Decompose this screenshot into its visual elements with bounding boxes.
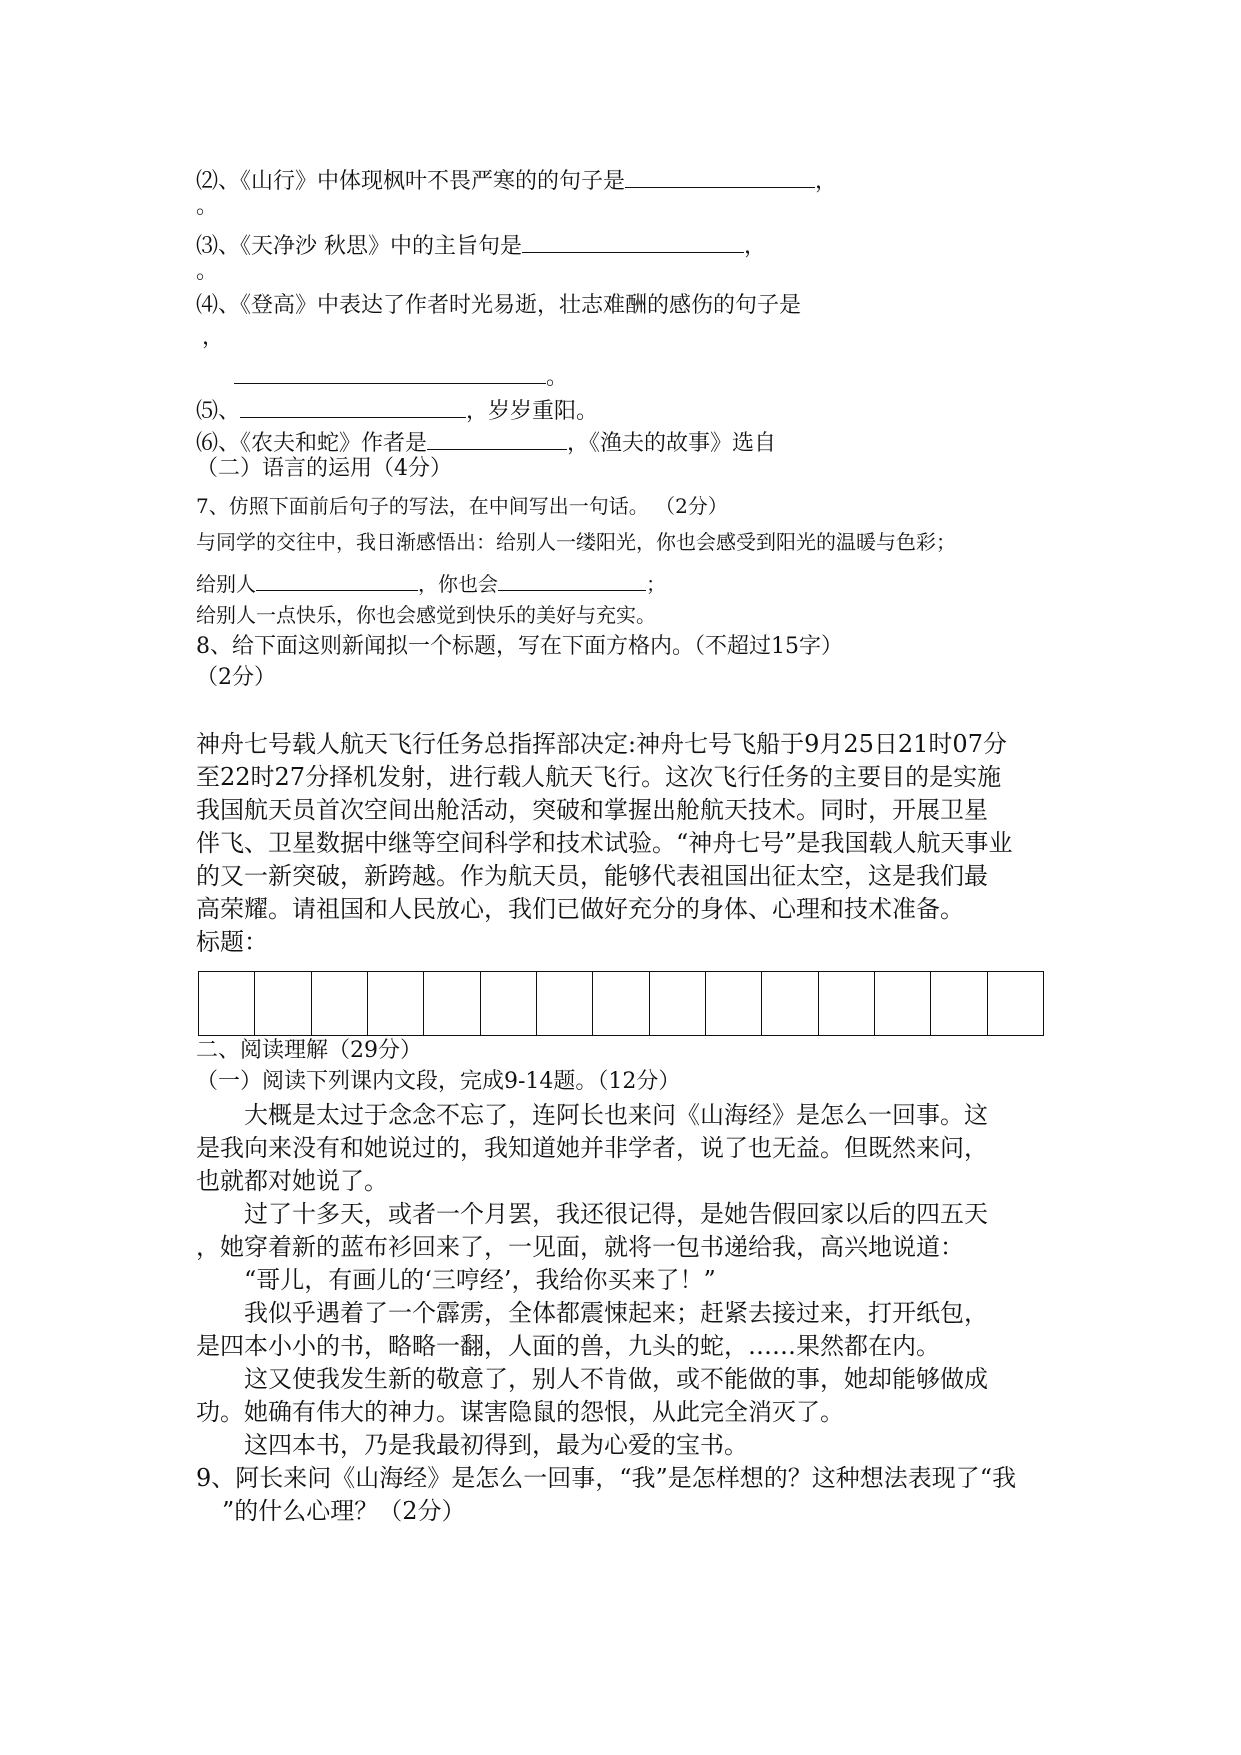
q2-line	[196, 165, 837, 193]
q5-suffix: ，岁岁重阳。	[466, 399, 599, 424]
title-answer-grid[interactable]	[198, 971, 1044, 1036]
q9-line-1: 9、阿长来问《山海经》是怎么一回事，“我”是怎样想的？这种想法表现了“我	[196, 1464, 1017, 1492]
section-language-heading: （二）语言的运用（4分）	[196, 456, 452, 481]
q2-text: ⑵、《山行》中体现枫叶不畏严寒的的句子是	[196, 169, 626, 194]
q7-blank-1[interactable]	[256, 570, 418, 591]
passage-line: 这又使我发生新的敬意了，别人不肯做，或不能做的事，她却能够做成	[196, 1365, 988, 1393]
q8-points: （2分）	[196, 665, 276, 690]
title-grid-cell[interactable]	[424, 972, 480, 1035]
news-line: 神舟七号载人航天飞行任务总指挥部决定:神舟七号飞船于9月25日21时07分	[196, 730, 1007, 758]
q4-answer-line	[234, 361, 568, 389]
title-grid-cell[interactable]	[988, 972, 1043, 1035]
passage-line: 功。她确有伟大的神力。谋害隐鼠的怨恨，从此完全消灭了。	[196, 1398, 844, 1426]
passage-line: 我似乎遇着了一个霹雳，全体都震悚起来；赶紧去接过来，打开纸包，	[196, 1299, 988, 1327]
q4-blank[interactable]	[234, 361, 546, 384]
q6-prefix: ⑹、《农夫和蛇》作者是	[196, 431, 428, 456]
title-grid-cell[interactable]	[255, 972, 311, 1035]
q7-fill-line	[196, 570, 666, 594]
news-line: 至22时27分择机发射，进行载人航天飞行。这次飞行任务的主要目的是实施	[196, 763, 1002, 791]
q7-fill-a: 给别人	[196, 572, 256, 596]
q5-line	[196, 395, 598, 423]
title-grid-cell[interactable]	[931, 972, 987, 1035]
news-line: 我国航天员首次空间出舱活动，突破和掌握出舱航天技术。同时，开展卫星	[196, 796, 988, 824]
q7-prompt: 7、仿照下面前后句子的写法，在中间写出一句话。 （2分）	[196, 494, 728, 518]
q4-text: ⑷、《登高》中表达了作者时光易逝，壮志难酬的感伤的句子是	[196, 293, 802, 318]
q4-comma: ，	[202, 325, 225, 350]
title-grid-cell[interactable]	[706, 972, 762, 1035]
passage-line: “哥儿，有画儿的‘三哼经’，我给你买来了！”	[196, 1266, 716, 1294]
q5-blank[interactable]	[240, 395, 466, 418]
q6-blank[interactable]	[427, 427, 567, 450]
q6-line	[196, 427, 776, 455]
title-label: 标题：	[196, 928, 268, 956]
q7-example-1: 与同学的交往中，我日渐感悟出：给别人一缕阳光，你也会感受到阳光的温暖与色彩；	[196, 530, 956, 554]
passage-line: 这四本书，乃是我最初得到，最为心爱的宝书。	[196, 1431, 748, 1459]
passage-line: 也就都对她说了。	[196, 1167, 388, 1195]
q3-end: 。	[196, 259, 219, 284]
q2-end: 。	[196, 194, 219, 219]
q6-mid: ，《渔夫的故事》选自	[567, 431, 777, 456]
section-reading-heading: 二、阅读理解（29分）	[196, 1038, 422, 1063]
title-grid-cell[interactable]	[368, 972, 424, 1035]
news-line: 伴飞、卫星数据中继等空间科学和技术试验。“神舟七号”是我国载人航天事业	[196, 829, 1013, 857]
passage-line: 是我向来没有和她说过的，我知道她并非学者，说了也无益。但既然来问，	[196, 1134, 988, 1162]
q3-blank[interactable]	[522, 230, 744, 253]
passage-line: 是四本小小的书，略略一翻，人面的兽，九头的蛇，……果然都在内。	[196, 1332, 940, 1360]
q9-line-2: ”的什么心理？（2分）	[222, 1497, 466, 1525]
q2-blank[interactable]	[625, 165, 815, 188]
q7-blank-2[interactable]	[498, 570, 646, 591]
title-grid-cell[interactable]	[312, 972, 368, 1035]
q3-line	[196, 230, 766, 258]
q8-prompt: 8、给下面这则新闻拟一个标题，写在下面方格内。（不超过15字）	[196, 634, 843, 659]
q7-fill-c: ；	[646, 572, 666, 596]
news-line: 高荣耀。请祖国和人民放心，我们已做好充分的身体、心理和技术准备。	[196, 895, 964, 923]
title-grid-cell[interactable]	[875, 972, 931, 1035]
q7-example-2: 给别人一点快乐，你也会感觉到快乐的美好与充实。	[196, 603, 656, 627]
passage-line: ，她穿着新的蓝布衫回来了，一见面，就将一包书递给我，高兴地说道：	[196, 1233, 964, 1261]
q7-fill-b: ，你也会	[418, 572, 498, 596]
news-line: 的又一新突破，新跨越。作为航天员，能够代表祖国出征太空，这是我们最	[196, 862, 988, 890]
reading-intro: （一）阅读下列课内文段，完成9-14题。（12分）	[196, 1069, 681, 1094]
q4-end: 。	[546, 365, 569, 390]
title-grid-cell[interactable]	[537, 972, 593, 1035]
title-grid-cell[interactable]	[481, 972, 537, 1035]
title-grid-cell[interactable]	[650, 972, 706, 1035]
passage-line: 大概是太过于念念不忘了，连阿长也来问《山海经》是怎么一回事。这	[196, 1101, 988, 1129]
q3-text: ⑶、《天净沙 秋思》中的主旨句是	[196, 234, 522, 259]
title-grid-cell[interactable]	[762, 972, 818, 1035]
title-grid-cell[interactable]	[199, 972, 255, 1035]
title-grid-cell[interactable]	[593, 972, 649, 1035]
q2-comma: ，	[815, 169, 838, 194]
passage-line: 过了十多天，或者一个月罢，我还很记得，是她告假回家以后的四五天	[196, 1200, 988, 1228]
q3-comma: ，	[744, 234, 767, 259]
q5-prefix: ⑸、	[196, 399, 241, 424]
title-grid-cell[interactable]	[819, 972, 875, 1035]
